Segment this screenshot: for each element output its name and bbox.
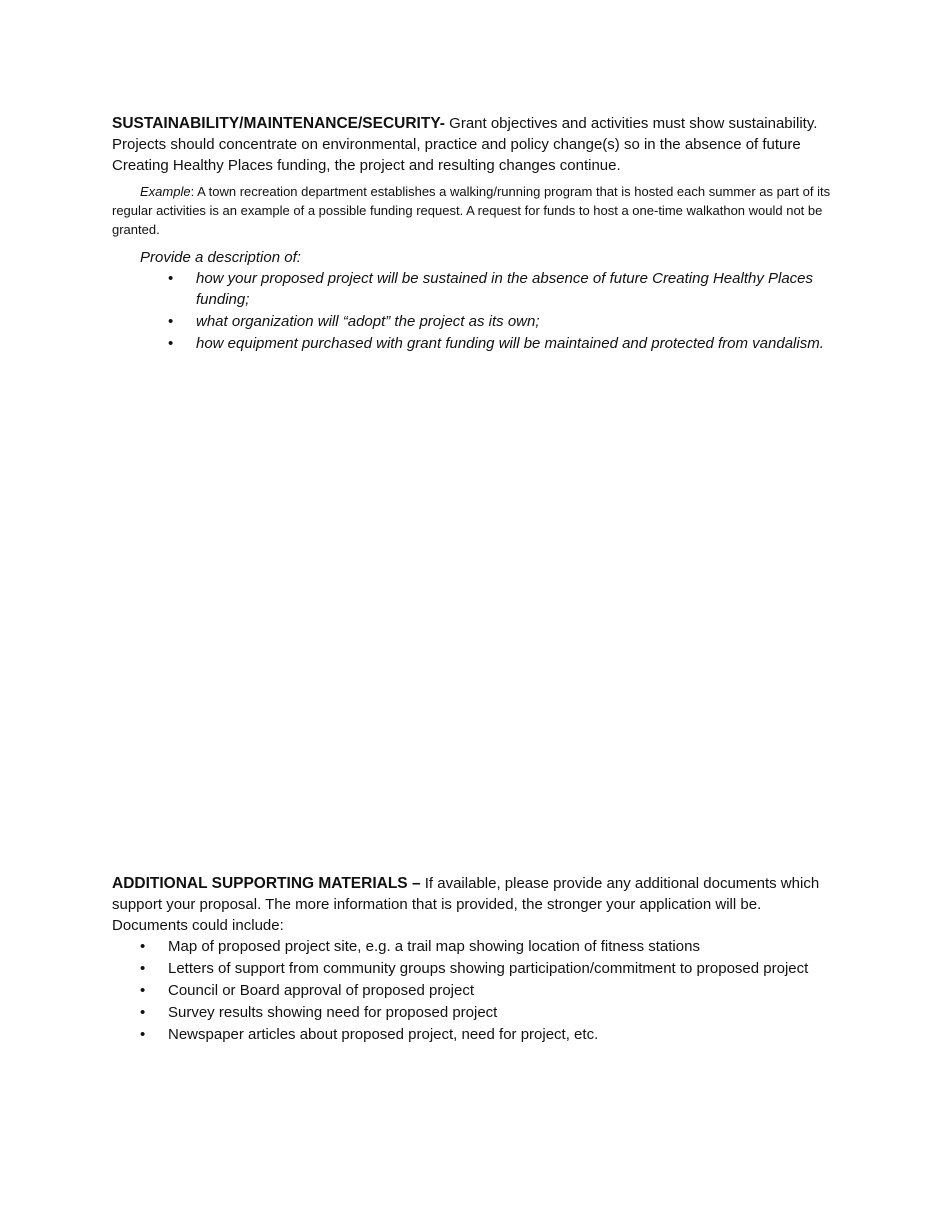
sustainability-paragraph [112, 113, 840, 176]
supporting-list [112, 936, 840, 1045]
list-item [112, 268, 840, 310]
example-text: : A town recreation department establishes a walking/running program that is hosted each summer as part of its regular activities is an example of a possible funding request. A request for funds to host a one-time walkathon would not be granted. [112, 184, 831, 237]
list-item-text: Council or Board approval of proposed project [168, 982, 475, 999]
list-item-text: Letters of support from community groups showing participation/commitment to proposed project [168, 960, 809, 977]
list-item [112, 1024, 840, 1045]
bullet-icon: • [140, 982, 146, 999]
bullet-icon: • [140, 1004, 146, 1021]
sustainability-intro: Grant objectives and activities must show sustainability. Projects should concentrate on environmental, practice and policy change(s) so in the absence of future Creating Healthy Places funding, the project and resulting changes continue. [112, 115, 818, 174]
list-item-text: what organization will “adopt” the project as its own; [196, 313, 540, 330]
list-item [112, 936, 840, 957]
bullet-icon: • [140, 960, 146, 977]
supporting-materials-section [112, 873, 840, 1046]
list-item [112, 1002, 840, 1023]
bullet-icon: • [168, 313, 174, 330]
list-item [112, 333, 840, 354]
list-item [112, 311, 840, 332]
bullet-icon: • [168, 335, 174, 352]
list-item-text: how equipment purchased with grant funding will be maintained and protected from vandalism. [196, 335, 824, 352]
supporting-paragraph [112, 873, 840, 936]
sustainability-section [112, 113, 840, 355]
list-item-text: how your proposed project will be sustained in the absence of future Creating Healthy Places funding; [196, 270, 814, 308]
list-item-text: Newspaper articles about proposed project, need for project, etc. [168, 1026, 599, 1043]
list-item [112, 958, 840, 979]
list-item [112, 980, 840, 1001]
supporting-intro: If available, please provide any additional documents which support your proposal. The more information that is provided, the stronger your application will be. Documents could include: [112, 875, 820, 934]
example-paragraph [112, 182, 840, 239]
sustainability-list [112, 268, 840, 354]
list-item-text: Survey results showing need for proposed project [168, 1004, 498, 1021]
bullet-icon: • [140, 1026, 146, 1043]
bullet-icon: • [140, 938, 146, 955]
list-item-text: Map of proposed project site, e.g. a trail map showing location of fitness stations [168, 938, 700, 955]
bullet-icon: • [168, 270, 174, 287]
description-prompt: Provide a description of: [140, 249, 301, 266]
example-label: Example [140, 184, 191, 199]
supporting-heading: ADDITIONAL SUPPORTING MATERIALS – [112, 875, 421, 892]
sustainability-heading: SUSTAINABILITY/MAINTENANCE/SECURITY- [112, 115, 445, 132]
